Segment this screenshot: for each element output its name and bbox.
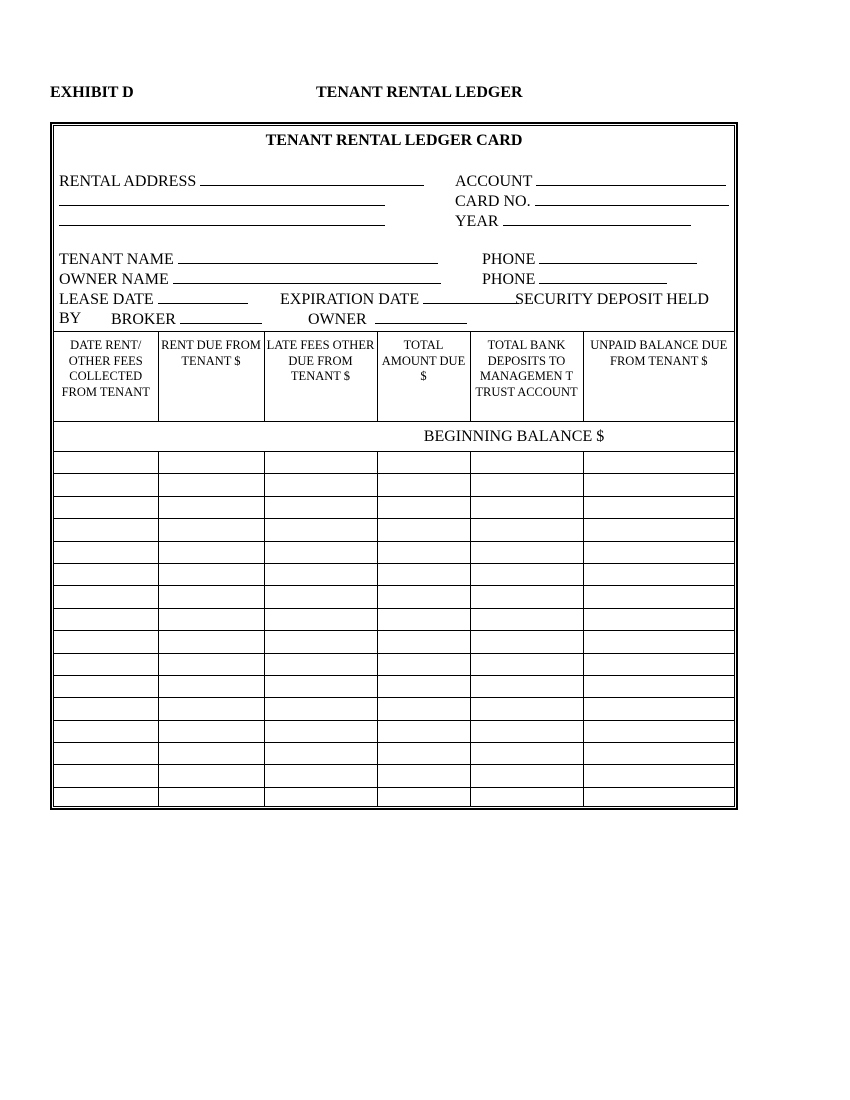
ledger-entry-cell[interactable]	[470, 586, 583, 608]
ledger-entry-cell[interactable]	[158, 765, 264, 787]
ledger-entry-row	[54, 787, 734, 807]
ledger-entry-row	[54, 698, 734, 720]
ledger-entry-row	[54, 519, 734, 541]
beginning-balance-label[interactable]: BEGINNING BALANCE $	[54, 422, 734, 452]
owner-phone-line[interactable]	[539, 269, 667, 284]
broker-line[interactable]	[180, 309, 262, 324]
ledger-entry-cell[interactable]	[583, 541, 734, 563]
ledger-entry-cell[interactable]	[54, 496, 158, 518]
ledger-entry-cell[interactable]	[264, 631, 377, 653]
lease-date-field	[59, 289, 248, 310]
ledger-entry-cell[interactable]	[264, 608, 377, 630]
owner-name-field	[59, 269, 441, 290]
ledger-entry-row	[54, 743, 734, 765]
ledger-entry-cell[interactable]	[583, 608, 734, 630]
ledger-entry-cell[interactable]	[377, 653, 470, 675]
ledger-entry-cell[interactable]	[264, 675, 377, 697]
ledger-entry-row	[54, 563, 734, 585]
expiration-date-label: EXPIRATION DATE	[280, 291, 420, 308]
ledger-entry-cell[interactable]	[470, 519, 583, 541]
ledger-entry-cell[interactable]	[377, 563, 470, 585]
ledger-entry-row	[54, 653, 734, 675]
column-header-late-fees: LATE FEES OTHER DUE FROM TENANT $	[264, 332, 377, 422]
ledger-entry-cell[interactable]	[583, 675, 734, 697]
ledger-entry-row	[54, 608, 734, 630]
ledger-entry-cell[interactable]	[377, 586, 470, 608]
ledger-entry-cell[interactable]	[158, 563, 264, 585]
ledger-entry-cell[interactable]	[264, 452, 377, 474]
ledger-entry-cell[interactable]	[377, 787, 470, 807]
ledger-entry-cell[interactable]	[583, 563, 734, 585]
ledger-entry-cell[interactable]	[54, 452, 158, 474]
column-header-date-collected: DATE RENT/ OTHER FEES COLLECTED FROM TENANT	[54, 332, 158, 422]
expiration-date-field	[280, 289, 709, 310]
ledger-entry-cell[interactable]	[377, 631, 470, 653]
rental-address-field	[59, 171, 424, 192]
tenant-phone-label: PHONE	[482, 251, 536, 268]
by-label: BY	[59, 310, 82, 327]
ledger-entry-cell[interactable]	[264, 519, 377, 541]
ledger-entry-cell[interactable]	[158, 452, 264, 474]
owner-name-label: OWNER NAME	[59, 271, 169, 288]
ledger-entry-cell[interactable]	[264, 743, 377, 765]
ledger-entry-cell[interactable]	[264, 787, 377, 807]
ledger-entry-cell[interactable]	[54, 698, 158, 720]
ledger-entry-cell[interactable]	[583, 474, 734, 496]
rental-address-line-2[interactable]	[59, 205, 385, 206]
ledger-entry-cell[interactable]	[377, 452, 470, 474]
ledger-entry-cell[interactable]	[54, 720, 158, 742]
ledger-entry-cell[interactable]	[583, 519, 734, 541]
tenant-name-field	[59, 249, 438, 270]
ledger-entry-cell[interactable]	[470, 452, 583, 474]
exhibit-label: EXHIBIT D	[50, 84, 134, 101]
year-line[interactable]	[503, 211, 691, 226]
account-label: ACCOUNT	[455, 173, 533, 190]
ledger-entry-cell[interactable]	[470, 720, 583, 742]
ledger-entry-cell[interactable]	[54, 765, 158, 787]
ledger-entry-cell[interactable]	[470, 496, 583, 518]
card-no-line[interactable]	[535, 191, 729, 206]
ledger-entry-cell[interactable]	[54, 563, 158, 585]
ledger-entry-cell[interactable]	[54, 675, 158, 697]
ledger-entry-cell[interactable]	[264, 541, 377, 563]
ledger-entry-cell[interactable]	[583, 631, 734, 653]
ledger-entry-cell[interactable]	[54, 787, 158, 807]
ledger-entry-cell[interactable]	[470, 698, 583, 720]
ledger-entry-cell[interactable]	[470, 563, 583, 585]
ledger-entry-cell[interactable]	[470, 743, 583, 765]
beginning-balance-row	[54, 422, 734, 452]
ledger-entry-cell[interactable]	[158, 608, 264, 630]
ledger-entry-cell[interactable]	[583, 452, 734, 474]
ledger-entry-cell[interactable]	[470, 675, 583, 697]
ledger-entry-cell[interactable]	[54, 519, 158, 541]
tenant-phone-field	[482, 249, 697, 270]
ledger-entry-cell[interactable]	[583, 765, 734, 787]
expiration-date-line[interactable]	[423, 289, 519, 304]
owner-phone-label: PHONE	[482, 271, 536, 288]
rental-address-line-3[interactable]	[59, 225, 385, 226]
ledger-entry-cell[interactable]	[583, 496, 734, 518]
ledger-entry-cell[interactable]	[264, 653, 377, 675]
lease-date-label: LEASE DATE	[59, 291, 154, 308]
ledger-entry-cell[interactable]	[583, 653, 734, 675]
owner-name-line[interactable]	[173, 269, 441, 284]
ledger-entry-cell[interactable]	[54, 631, 158, 653]
ledger-entry-cell[interactable]	[264, 720, 377, 742]
page-title: TENANT RENTAL LEDGER	[316, 84, 523, 101]
ledger-entry-cell[interactable]	[158, 675, 264, 697]
ledger-entry-row	[54, 586, 734, 608]
ledger-entry-cell[interactable]	[470, 653, 583, 675]
ledger-entry-cell[interactable]	[377, 496, 470, 518]
ledger-entry-cell[interactable]	[158, 720, 264, 742]
ledger-entry-cell[interactable]	[470, 787, 583, 807]
ledger-table	[54, 331, 734, 807]
ledger-entry-row	[54, 541, 734, 563]
ledger-entry-cell[interactable]	[158, 541, 264, 563]
card-title: TENANT RENTAL LEDGER CARD	[265, 132, 523, 149]
ledger-entry-cell[interactable]	[377, 743, 470, 765]
broker-field	[111, 309, 262, 330]
owner-field	[308, 309, 467, 330]
security-deposit-label: SECURITY DEPOSIT HELD	[515, 291, 709, 308]
column-header-rent-due: RENT DUE FROM TENANT $	[158, 332, 264, 422]
ledger-entry-row	[54, 631, 734, 653]
card-no-label: CARD NO.	[455, 193, 531, 210]
card-no-field	[455, 191, 729, 212]
ledger-entry-cell[interactable]	[54, 743, 158, 765]
ledger-entry-cell[interactable]	[54, 541, 158, 563]
ledger-header-row	[54, 332, 734, 422]
ledger-entry-cell[interactable]	[583, 698, 734, 720]
ledger-entry-cell[interactable]	[158, 631, 264, 653]
ledger-entry-cell[interactable]	[377, 765, 470, 787]
rental-address-line[interactable]	[200, 171, 424, 186]
tenant-phone-line[interactable]	[539, 249, 697, 264]
ledger-entry-cell[interactable]	[377, 720, 470, 742]
ledger-entry-cell[interactable]	[158, 787, 264, 807]
column-header-bank-deposits: TOTAL BANK DEPOSITS TO MANAGEMEN T TRUST ACCOUNT	[470, 332, 583, 422]
ledger-entry-cell[interactable]	[54, 608, 158, 630]
year-label: YEAR	[455, 213, 499, 230]
ledger-entry-cell[interactable]	[158, 653, 264, 675]
ledger-entry-cell[interactable]	[54, 653, 158, 675]
ledger-entry-cell[interactable]	[264, 765, 377, 787]
ledger-entry-cell[interactable]	[583, 743, 734, 765]
ledger-entry-cell[interactable]	[377, 474, 470, 496]
account-line[interactable]	[536, 171, 726, 186]
ledger-entry-cell[interactable]	[54, 586, 158, 608]
ledger-card	[53, 125, 735, 807]
ledger-entry-cell[interactable]	[470, 474, 583, 496]
ledger-entry-cell[interactable]	[377, 541, 470, 563]
ledger-entry-cell[interactable]	[264, 586, 377, 608]
owner-label: OWNER	[308, 311, 367, 328]
lease-date-line[interactable]	[158, 289, 248, 304]
owner-line[interactable]	[375, 309, 467, 324]
ledger-entry-row	[54, 452, 734, 474]
ledger-entry-row	[54, 765, 734, 787]
owner-phone-field	[482, 269, 667, 290]
ledger-entry-cell[interactable]	[583, 586, 734, 608]
ledger-entry-cell[interactable]	[377, 519, 470, 541]
tenant-name-line[interactable]	[178, 249, 438, 264]
ledger-entry-cell[interactable]	[470, 631, 583, 653]
ledger-entry-cell[interactable]	[470, 608, 583, 630]
ledger-entry-cell[interactable]	[158, 586, 264, 608]
ledger-entry-cell[interactable]	[583, 787, 734, 807]
ledger-entry-cell[interactable]	[470, 765, 583, 787]
ledger-entry-row	[54, 474, 734, 496]
broker-label: BROKER	[111, 311, 176, 328]
ledger-entry-row	[54, 675, 734, 697]
ledger-entry-cell[interactable]	[54, 474, 158, 496]
ledger-entry-cell[interactable]	[264, 563, 377, 585]
ledger-entry-cell[interactable]	[470, 541, 583, 563]
column-header-unpaid-balance: UNPAID BALANCE DUE FROM TENANT $	[583, 332, 734, 422]
year-field	[455, 211, 691, 232]
ledger-entry-cell[interactable]	[158, 519, 264, 541]
ledger-entry-cell[interactable]	[158, 698, 264, 720]
ledger-entry-cell[interactable]	[158, 496, 264, 518]
account-field	[455, 171, 726, 192]
ledger-entry-row	[54, 720, 734, 742]
ledger-entry-cell[interactable]	[158, 743, 264, 765]
tenant-name-label: TENANT NAME	[59, 251, 174, 268]
ledger-entry-cell[interactable]	[158, 474, 264, 496]
ledger-entry-cell[interactable]	[264, 474, 377, 496]
ledger-entry-cell[interactable]	[264, 496, 377, 518]
rental-address-label: RENTAL ADDRESS	[59, 173, 197, 190]
ledger-entry-row	[54, 496, 734, 518]
ledger-entry-cell[interactable]	[377, 675, 470, 697]
ledger-entry-cell[interactable]	[377, 608, 470, 630]
ledger-entry-cell[interactable]	[377, 698, 470, 720]
ledger-entry-cell[interactable]	[264, 698, 377, 720]
ledger-entry-cell[interactable]	[583, 720, 734, 742]
column-header-total-amount: TOTAL AMOUNT DUE $	[377, 332, 470, 422]
